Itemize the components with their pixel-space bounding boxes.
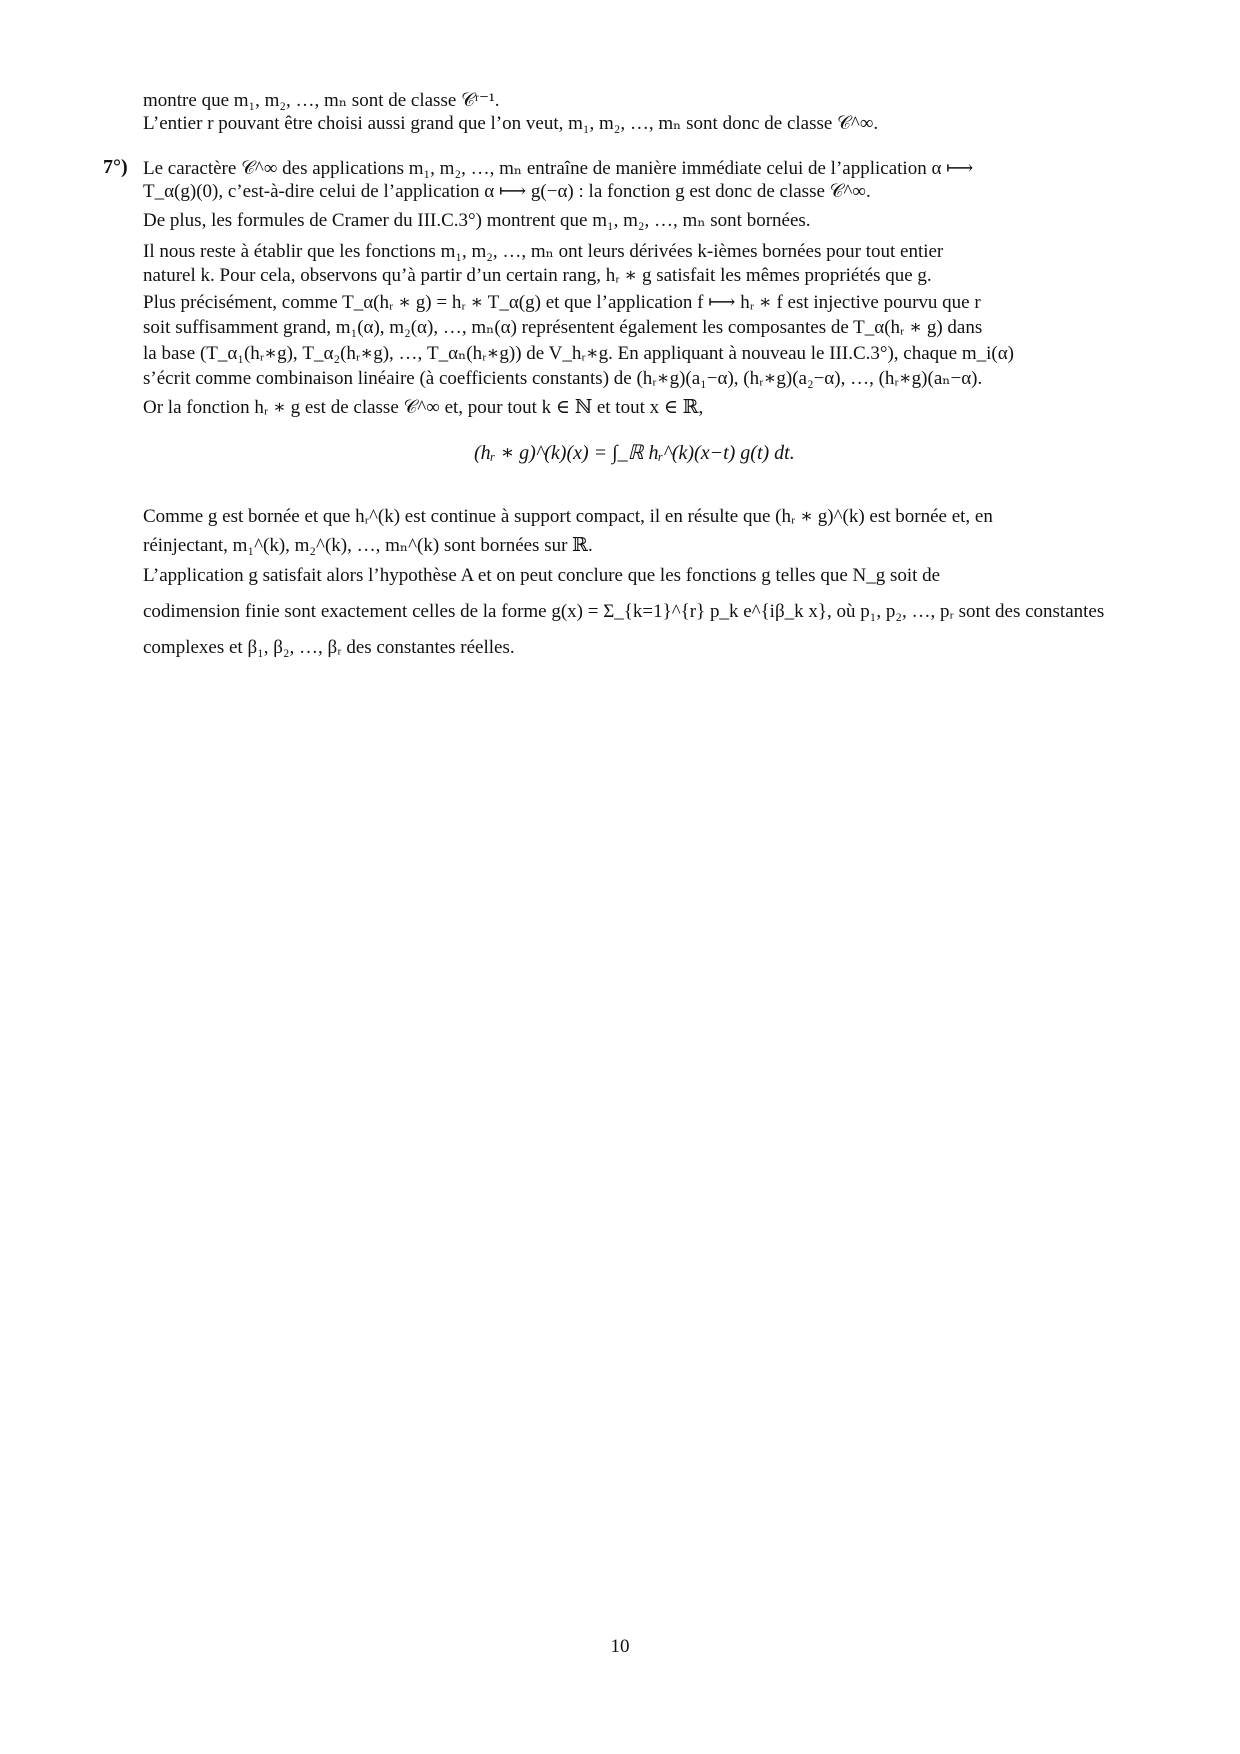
display-formula: (hᵣ ∗ g)^(k)(x) = ∫_ℝ hᵣ^(k)(x−t) g(t) dt. xyxy=(474,442,795,464)
text-line-6: Il nous reste à établir que les fonctions m₁, m₂, …, mₙ ont leurs dérivées k-ièmes bornées pour tout entier xyxy=(143,241,944,262)
text-line-13: Comme g est bornée et que hᵣ^(k) est continue à support compact, il en résulte que (hᵣ ∗ g)^(k) est bornée et, en xyxy=(143,506,993,527)
text-line-12: Or la fonction hᵣ ∗ g est de classe 𝒞^∞ et, pour tout k ∈ ℕ et tout x ∈ ℝ, xyxy=(143,397,704,418)
item-number: 7°) xyxy=(103,156,128,178)
text-line-15: L’application g satisfait alors l’hypothèse A et on peut conclure que les fonctions g telles que N_g soit de xyxy=(143,565,941,586)
text-line-1: montre que m₁, m₂, …, mₙ sont de classe 𝒞ʳ⁻¹. xyxy=(143,90,500,111)
text-line-10: la base (T_α₁(hᵣ∗g), T_α₂(hᵣ∗g), …, T_αₙ(hᵣ∗g)) de V_hᵣ∗g. En appliquant à nouveau le III.C.3°), chaque m_i(α) xyxy=(143,343,1015,364)
text-line-16: codimension finie sont exactement celles de la forme g(x) = Σ_{k=1}^{r} p_k e^{iβ_k x}, où p₁, p₂, …, pᵣ sont des constantes xyxy=(143,601,1105,622)
text-line-9: soit suffisamment grand, m₁(α), m₂(α), …, mₙ(α) représentent également les composantes de T_α(hᵣ ∗ g) dans xyxy=(143,317,983,338)
text-line-14: réinjectant, m₁^(k), m₂^(k), …, mₙ^(k) sont bornées sur ℝ. xyxy=(143,535,593,556)
text-line-7: naturel k. Pour cela, observons qu’à partir d’un certain rang, hᵣ ∗ g satisfait les mêmes propriétés que g. xyxy=(143,265,932,286)
text-line-2: L’entier r pouvant être choisi aussi grand que l’on veut, m₁, m₂, …, mₙ sont donc de classe 𝒞^∞. xyxy=(143,113,879,134)
text-line-11: s’écrit comme combinaison linéaire (à coefficients constants) de (hᵣ∗g)(a₁−α), (hᵣ∗g)(a₂−α), …, (hᵣ∗g)(aₙ−α). xyxy=(143,368,983,389)
text-line-3: Le caractère 𝒞^∞ des applications m₁, m₂, …, mₙ entraîne de manière immédiate celui de l’application α ⟼ xyxy=(143,158,974,179)
page-number: 10 xyxy=(610,1636,630,1657)
text-line-8: Plus précisément, comme T_α(hᵣ ∗ g) = hᵣ ∗ T_α(g) et que l’application f ⟼ hᵣ ∗ f est injective pourvu que r xyxy=(143,292,981,313)
text-line-5: De plus, les formules de Cramer du III.C.3°) montrent que m₁, m₂, …, mₙ sont bornées. xyxy=(143,210,811,231)
text-line-17: complexes et β₁, β₂, …, βᵣ des constantes réelles. xyxy=(143,637,515,658)
text-line-4: T_α(g)(0), c’est-à-dire celui de l’application α ⟼ g(−α) : la fonction g est donc de classe 𝒞^∞. xyxy=(143,181,871,202)
